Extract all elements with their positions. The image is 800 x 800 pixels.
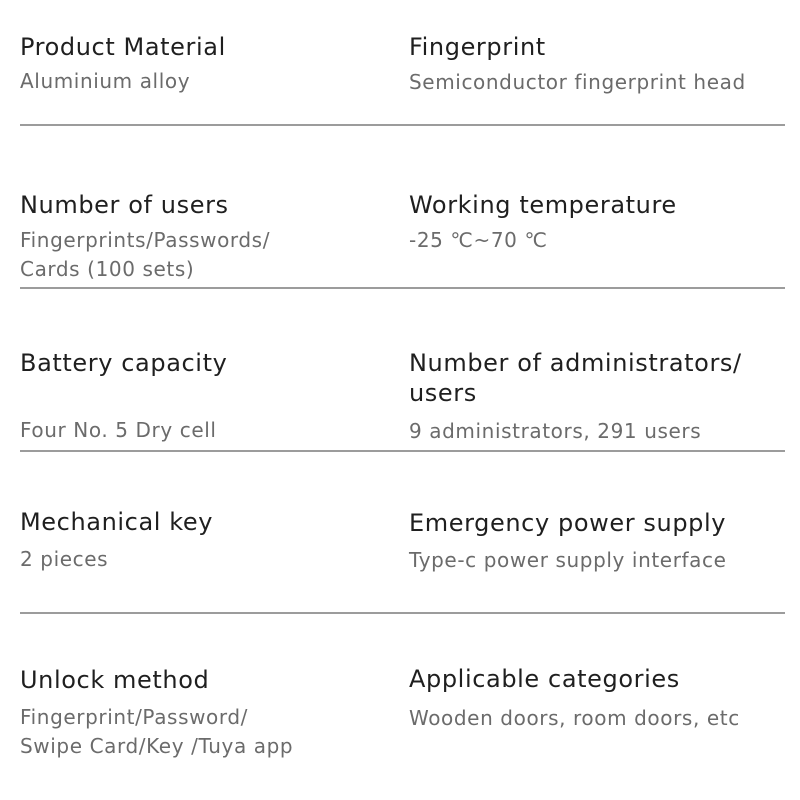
spec-label-applicable-categories: Applicable categories: [409, 665, 680, 693]
spec-value-number-of-users-line1: Fingerprints/Passwords/: [20, 228, 271, 252]
spec-value-number-of-administrators: 9 administrators, 291 users: [409, 419, 702, 443]
spec-label-product-material: Product Material: [20, 33, 226, 61]
spec-label-battery-capacity: Battery capacity: [20, 349, 228, 377]
spec-label-unlock-method: Unlock method: [20, 666, 210, 694]
row-divider: [20, 287, 785, 289]
spec-label-number-of-administrators-line2: users: [409, 379, 477, 407]
spec-value-unlock-method-line1: Fingerprint/Password/: [20, 705, 248, 729]
spec-value-product-material: Aluminium alloy: [20, 69, 191, 93]
spec-value-fingerprint: Semiconductor fingerprint head: [409, 70, 746, 94]
spec-value-applicable-categories: Wooden doors, room doors, etc: [409, 706, 740, 730]
spec-label-emergency-power-supply: Emergency power supply: [409, 509, 727, 537]
spec-label-fingerprint: Fingerprint: [409, 33, 546, 61]
spec-value-number-of-users-line2: Cards (100 sets): [20, 257, 195, 281]
spec-label-number-of-users: Number of users: [20, 191, 229, 219]
spec-value-unlock-method-line2: Swipe Card/Key /Tuya app: [20, 734, 294, 758]
spec-label-working-temperature: Working temperature: [409, 191, 677, 219]
spec-label-number-of-administrators-line1: Number of administrators/: [409, 349, 742, 377]
row-divider: [20, 450, 785, 452]
spec-value-battery-capacity: Four No. 5 Dry cell: [20, 418, 217, 442]
spec-label-mechanical-key: Mechanical key: [20, 508, 214, 536]
spec-value-mechanical-key: 2 pieces: [20, 547, 109, 571]
spec-value-working-temperature: -25 ℃~70 ℃: [409, 228, 548, 252]
row-divider: [20, 612, 785, 614]
row-divider: [20, 124, 785, 126]
spec-value-emergency-power-supply: Type-c power supply interface: [409, 548, 727, 572]
